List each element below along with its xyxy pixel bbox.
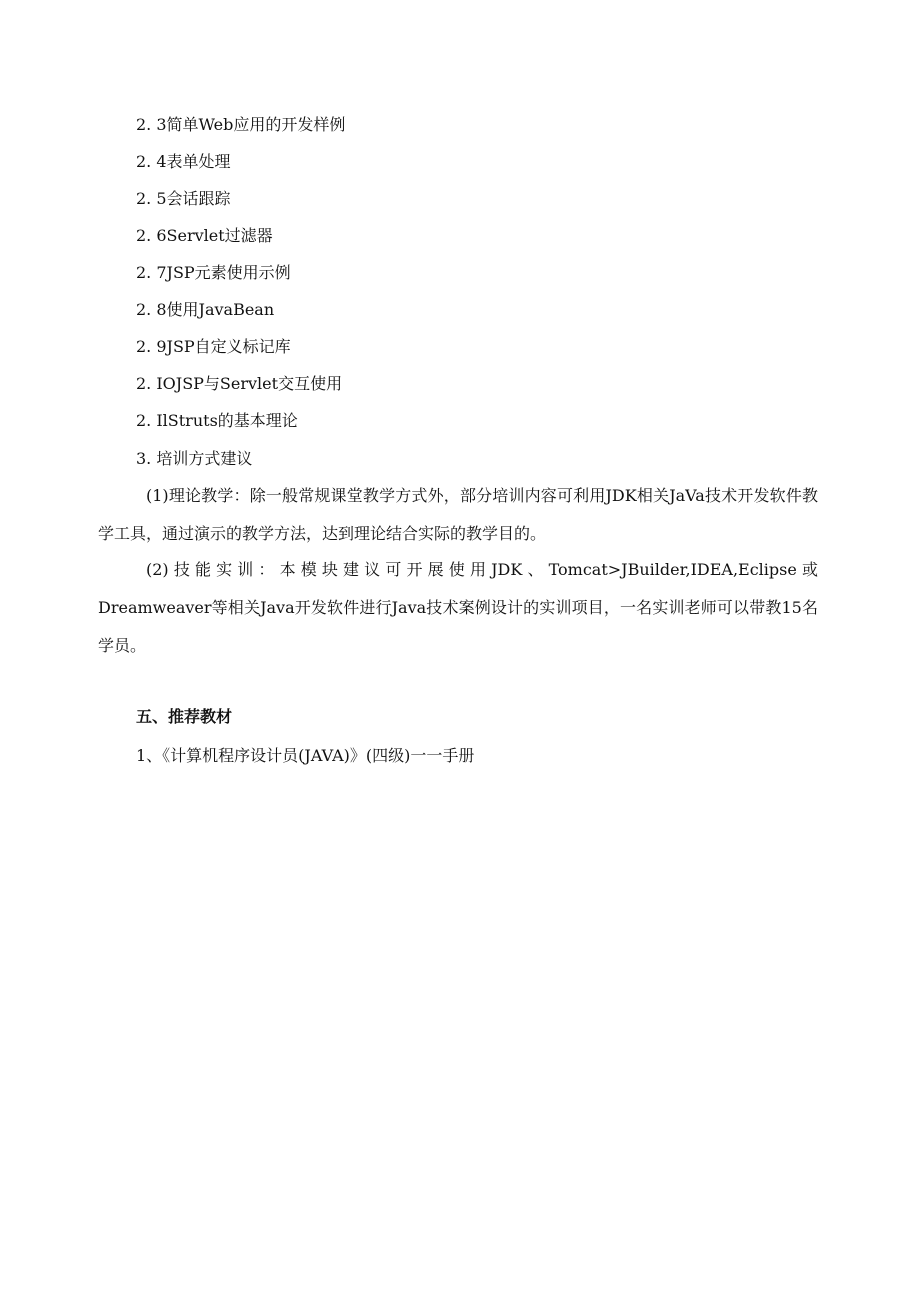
outline-item-2-6: 2. 6Servlet过滤器 <box>136 226 273 245</box>
outline-item-2-9: 2. 9JSP自定义标记库 <box>136 337 291 356</box>
outline-item-2-11: 2. IlStruts的基本理论 <box>136 411 298 430</box>
outline-item-2-4: 2. 4表单处理 <box>136 152 231 171</box>
outline-item-2-10: 2. IOJSP与Servlet交互使用 <box>136 374 343 393</box>
outline-item-2-7: 2. 7JSP元素使用示例 <box>136 263 291 282</box>
paragraph-skill-training: (2)技能实训：本模块建议可开展使用JDK、Tomcat>JBuilder,IDEA,Eclipse或Dreamweaver等相关Java开发软件进行Java技术案例设计的实训项目，一名实训老师可以带教15名学员。 <box>98 560 818 655</box>
outline-item-2-8: 2. 8使用JavaBean <box>136 300 275 319</box>
outline-item-3: 3. 培训方式建议 <box>136 449 253 468</box>
outline-item-2-3: 2. 3简单Web应用的开发样例 <box>136 115 346 134</box>
section-heading-recommended-textbooks: 五、推荐教材 <box>136 707 233 726</box>
paragraph-theory-teaching: (1)理论教学：除一般常规课堂教学方式外，部分培训内容可利用JDK相关JaVa技术开发软件教学工具，通过演示的教学方法，达到理论结合实际的教学目的。 <box>98 486 818 543</box>
outline-item-2-5: 2. 5会话跟踪 <box>136 189 231 208</box>
textbook-item-1: 1、《计算机程序设计员(JAVA)》(四级)一一手册 <box>136 746 475 765</box>
